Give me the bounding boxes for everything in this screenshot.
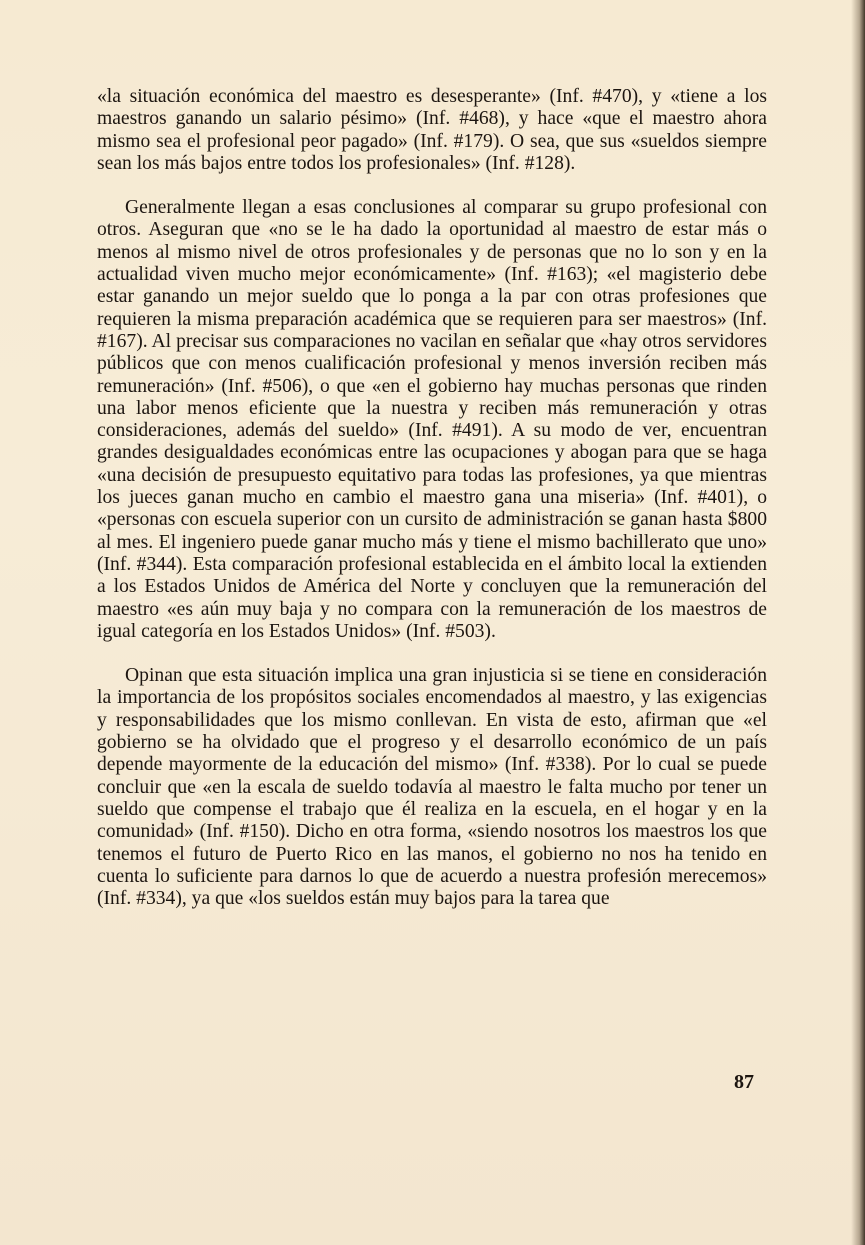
body-text [97, 86, 767, 910]
paragraph-3: Opinan que esta situación implica una gran injusticia si se tiene en consideración la importancia de los propósitos sociales encomendados al maestro, y las exigencias y responsabilidades que los mismo conllevan. En vista de esto, afirman que «el gobierno se ha olvidado que el progreso y el desarrollo económico de un país depende mayormente de la educación del mismo» (Inf. #338). Por lo cual se puede concluir que «en la escala de sueldo todavía al maestro le falta mucho por tener un sueldo que compense el trabajo que él realiza en la escuela, en el hogar y en la comunidad» (Inf. #150). Dicho en otra forma, «siendo nosotros los maestros los que tenemos el futuro de Puerto Rico en las manos, el gobierno no nos ha tenido en cuenta lo suficiente para darnos lo que de acuerdo a nuestra profesión merecemos» (Inf. #334), ya que «los sueldos están muy bajos para la tarea que [97, 665, 767, 910]
paragraph-1: «la situación económica del maestro es desesperante» (Inf. #470), y «tiene a los maestros ganando un salario pésimo» (Inf. #468), y hace «que el maestro ahora mismo sea el profesional peor pagado» (Inf. #179). O sea, que sus «sueldos siempre sean los más bajos entre todos los profesionales» (Inf. #128). [97, 86, 767, 174]
paragraph-2: Generalmente llegan a esas conclusiones al comparar su grupo profesional con otros. Aseguran que «no se le ha dado la oportunidad al maestro de estar más o menos al mismo nivel de otros profesionales y de personas que no lo son y en la actualidad viven mucho mejor económicamente» (Inf. #163); «el magisterio debe estar ganando un mejor sueldo que lo ponga a la par con otras profesiones que requieren la misma preparación académica que se requieren para ser maestros» (Inf. #167). Al precisar sus comparaciones no vacilan en señalar que «hay otros servidores públicos que con menos cualificación profesional y menos inversión reciben más remuneración» (Inf. #506), o que «en el gobierno hay muchas personas que rinden una labor menos eficiente que la nuestra y reciben más remuneración y otras consideraciones, además del sueldo» (Inf. #491). A su modo de ver, encuentran grandes desigualdades económicas entre las ocupaciones y abogan para que se haga «una decisión de presupuesto equitativo para todas las profesiones, ya que mientras los jueces ganan mucho en cambio el maestro gana una miseria» (Inf. #401), o «personas con escuela superior con un cursito de administración se ganan hasta $800 al mes. El ingeniero puede ganar mucho más y tiene el mismo bachillerato que uno» (Inf. #344). Esta comparación profesional establecida en el ámbito local la extienden a los Estados Unidos de América del Norte y concluyen que la remuneración del maestro «es aún muy baja y no compara con la remuneración de los maestros de igual categoría en los Estados Unidos» (Inf. #503). [97, 197, 767, 642]
page-number: 87 [734, 1071, 754, 1093]
